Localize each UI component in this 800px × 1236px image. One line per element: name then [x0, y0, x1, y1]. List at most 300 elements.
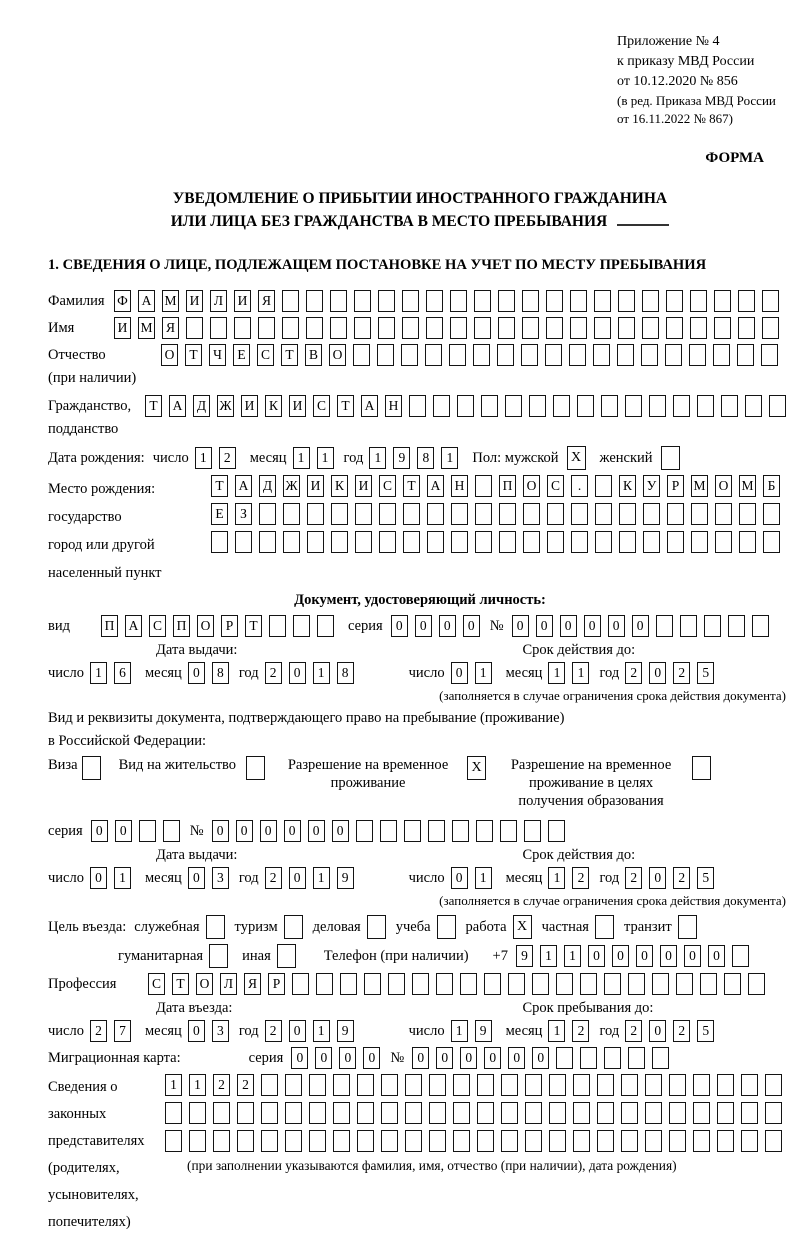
- char-cell[interactable]: [501, 1102, 518, 1124]
- char-cell[interactable]: [676, 973, 693, 995]
- char-cell[interactable]: [354, 317, 371, 339]
- purpose-business-checkbox[interactable]: [367, 915, 386, 939]
- purpose-study-checkbox[interactable]: [437, 915, 456, 939]
- char-cell[interactable]: С: [547, 475, 564, 497]
- char-cell[interactable]: [741, 1074, 758, 1096]
- char-cell[interactable]: Т: [245, 615, 262, 637]
- char-cell[interactable]: П: [101, 615, 118, 637]
- char-cell[interactable]: [186, 317, 203, 339]
- char-cell[interactable]: [573, 1102, 590, 1124]
- char-cell[interactable]: [237, 1130, 254, 1152]
- char-cell[interactable]: 5: [697, 662, 714, 684]
- char-cell[interactable]: [261, 1130, 278, 1152]
- char-cell[interactable]: [484, 973, 501, 995]
- char-cell[interactable]: [704, 615, 721, 637]
- char-cell[interactable]: 1: [540, 945, 557, 967]
- char-cell[interactable]: [501, 1074, 518, 1096]
- char-cell[interactable]: [381, 1130, 398, 1152]
- char-cell[interactable]: С: [313, 395, 330, 417]
- char-cell[interactable]: [436, 973, 453, 995]
- char-cell[interactable]: [765, 1074, 782, 1096]
- char-cell[interactable]: [625, 395, 642, 417]
- char-cell[interactable]: [139, 820, 156, 842]
- char-cell[interactable]: 1: [293, 447, 310, 469]
- char-cell[interactable]: [259, 531, 276, 553]
- char-cell[interactable]: [597, 1130, 614, 1152]
- char-cell[interactable]: 2: [625, 662, 642, 684]
- char-cell[interactable]: [739, 503, 756, 525]
- char-cell[interactable]: К: [265, 395, 282, 417]
- char-cell[interactable]: [717, 1074, 734, 1096]
- char-cell[interactable]: [595, 531, 612, 553]
- char-cell[interactable]: 1: [475, 662, 492, 684]
- char-cell[interactable]: С: [149, 615, 166, 637]
- char-cell[interactable]: 0: [289, 867, 306, 889]
- char-cell[interactable]: А: [235, 475, 252, 497]
- char-cell[interactable]: О: [196, 973, 213, 995]
- char-cell[interactable]: 0: [660, 945, 677, 967]
- char-cell[interactable]: [282, 317, 299, 339]
- char-cell[interactable]: 6: [114, 662, 131, 684]
- char-cell[interactable]: [261, 1074, 278, 1096]
- char-cell[interactable]: 3: [212, 1020, 229, 1042]
- char-cell[interactable]: [269, 615, 286, 637]
- char-cell[interactable]: О: [197, 615, 214, 637]
- char-cell[interactable]: [762, 290, 779, 312]
- char-cell[interactable]: [364, 973, 381, 995]
- char-cell[interactable]: [571, 531, 588, 553]
- char-cell[interactable]: [433, 395, 450, 417]
- char-cell[interactable]: [426, 317, 443, 339]
- char-cell[interactable]: 9: [393, 447, 410, 469]
- char-cell[interactable]: 1: [114, 867, 131, 889]
- char-cell[interactable]: У: [643, 475, 660, 497]
- char-cell[interactable]: Е: [233, 344, 250, 366]
- char-cell[interactable]: 0: [188, 1020, 205, 1042]
- char-cell[interactable]: А: [427, 475, 444, 497]
- char-cell[interactable]: П: [499, 475, 516, 497]
- char-cell[interactable]: [532, 973, 549, 995]
- char-cell[interactable]: И: [114, 317, 131, 339]
- char-cell[interactable]: 1: [564, 945, 581, 967]
- char-cell[interactable]: [449, 344, 466, 366]
- char-cell[interactable]: [763, 503, 780, 525]
- char-cell[interactable]: Т: [211, 475, 228, 497]
- char-cell[interactable]: [477, 1130, 494, 1152]
- char-cell[interactable]: 2: [572, 867, 589, 889]
- char-cell[interactable]: [691, 503, 708, 525]
- char-cell[interactable]: [525, 1102, 542, 1124]
- char-cell[interactable]: [508, 973, 525, 995]
- char-cell[interactable]: М: [691, 475, 708, 497]
- char-cell[interactable]: 9: [337, 1020, 354, 1042]
- char-cell[interactable]: [307, 503, 324, 525]
- char-cell[interactable]: К: [619, 475, 636, 497]
- char-cell[interactable]: [355, 503, 372, 525]
- char-cell[interactable]: 0: [463, 615, 480, 637]
- char-cell[interactable]: В: [305, 344, 322, 366]
- char-cell[interactable]: [163, 820, 180, 842]
- char-cell[interactable]: 8: [417, 447, 434, 469]
- char-cell[interactable]: [673, 395, 690, 417]
- char-cell[interactable]: 0: [436, 1047, 453, 1069]
- char-cell[interactable]: [641, 344, 658, 366]
- char-cell[interactable]: [357, 1130, 374, 1152]
- char-cell[interactable]: [409, 395, 426, 417]
- char-cell[interactable]: [261, 1102, 278, 1124]
- char-cell[interactable]: [522, 317, 539, 339]
- char-cell[interactable]: 5: [697, 867, 714, 889]
- char-cell[interactable]: [451, 503, 468, 525]
- char-cell[interactable]: 0: [532, 1047, 549, 1069]
- char-cell[interactable]: [738, 317, 755, 339]
- char-cell[interactable]: [667, 531, 684, 553]
- char-cell[interactable]: 1: [189, 1074, 206, 1096]
- char-cell[interactable]: [691, 531, 708, 553]
- char-cell[interactable]: И: [355, 475, 372, 497]
- char-cell[interactable]: [429, 1102, 446, 1124]
- char-cell[interactable]: [618, 317, 635, 339]
- char-cell[interactable]: 2: [673, 867, 690, 889]
- char-cell[interactable]: 0: [588, 945, 605, 967]
- char-cell[interactable]: 1: [451, 1020, 468, 1042]
- char-cell[interactable]: [765, 1130, 782, 1152]
- char-cell[interactable]: [752, 615, 769, 637]
- char-cell[interactable]: [210, 317, 227, 339]
- char-cell[interactable]: [477, 1102, 494, 1124]
- char-cell[interactable]: А: [138, 290, 155, 312]
- char-cell[interactable]: [693, 1130, 710, 1152]
- char-cell[interactable]: [427, 503, 444, 525]
- char-cell[interactable]: [309, 1130, 326, 1152]
- char-cell[interactable]: [357, 1102, 374, 1124]
- char-cell[interactable]: [357, 1074, 374, 1096]
- char-cell[interactable]: [553, 395, 570, 417]
- char-cell[interactable]: 0: [649, 1020, 666, 1042]
- char-cell[interactable]: [748, 973, 765, 995]
- char-cell[interactable]: [355, 531, 372, 553]
- char-cell[interactable]: [665, 344, 682, 366]
- char-cell[interactable]: Ж: [283, 475, 300, 497]
- char-cell[interactable]: [652, 1047, 669, 1069]
- char-cell[interactable]: Е: [211, 503, 228, 525]
- char-cell[interactable]: [500, 820, 517, 842]
- char-cell[interactable]: 2: [673, 1020, 690, 1042]
- char-cell[interactable]: [457, 395, 474, 417]
- char-cell[interactable]: О: [715, 475, 732, 497]
- char-cell[interactable]: [597, 1102, 614, 1124]
- char-cell[interactable]: Б: [763, 475, 780, 497]
- char-cell[interactable]: [738, 290, 755, 312]
- char-cell[interactable]: 2: [213, 1074, 230, 1096]
- char-cell[interactable]: [189, 1130, 206, 1152]
- char-cell[interactable]: [450, 317, 467, 339]
- char-cell[interactable]: [331, 531, 348, 553]
- char-cell[interactable]: [595, 503, 612, 525]
- char-cell[interactable]: 0: [484, 1047, 501, 1069]
- char-cell[interactable]: [404, 820, 421, 842]
- char-cell[interactable]: 0: [560, 615, 577, 637]
- char-cell[interactable]: [453, 1074, 470, 1096]
- char-cell[interactable]: [402, 317, 419, 339]
- char-cell[interactable]: [211, 531, 228, 553]
- char-cell[interactable]: [282, 290, 299, 312]
- char-cell[interactable]: 2: [219, 447, 236, 469]
- char-cell[interactable]: 0: [451, 867, 468, 889]
- char-cell[interactable]: [621, 1102, 638, 1124]
- char-cell[interactable]: [570, 290, 587, 312]
- char-cell[interactable]: [429, 1130, 446, 1152]
- char-cell[interactable]: Н: [451, 475, 468, 497]
- char-cell[interactable]: [643, 531, 660, 553]
- char-cell[interactable]: 1: [195, 447, 212, 469]
- char-cell[interactable]: [721, 395, 738, 417]
- char-cell[interactable]: [713, 344, 730, 366]
- char-cell[interactable]: С: [379, 475, 396, 497]
- char-cell[interactable]: [412, 973, 429, 995]
- char-cell[interactable]: [330, 317, 347, 339]
- char-cell[interactable]: [452, 820, 469, 842]
- char-cell[interactable]: [577, 395, 594, 417]
- char-cell[interactable]: 0: [649, 662, 666, 684]
- char-cell[interactable]: [645, 1102, 662, 1124]
- char-cell[interactable]: [669, 1074, 686, 1096]
- char-cell[interactable]: [656, 615, 673, 637]
- char-cell[interactable]: [714, 317, 731, 339]
- char-cell[interactable]: [333, 1074, 350, 1096]
- char-cell[interactable]: 3: [212, 867, 229, 889]
- char-cell[interactable]: [292, 973, 309, 995]
- char-cell[interactable]: Я: [258, 290, 275, 312]
- char-cell[interactable]: [595, 475, 612, 497]
- char-cell[interactable]: [669, 1130, 686, 1152]
- char-cell[interactable]: [356, 820, 373, 842]
- char-cell[interactable]: .: [571, 475, 588, 497]
- char-cell[interactable]: [285, 1102, 302, 1124]
- char-cell[interactable]: И: [241, 395, 258, 417]
- char-cell[interactable]: [427, 531, 444, 553]
- char-cell[interactable]: [234, 317, 251, 339]
- char-cell[interactable]: Т: [403, 475, 420, 497]
- char-cell[interactable]: [649, 395, 666, 417]
- char-cell[interactable]: [283, 503, 300, 525]
- char-cell[interactable]: 1: [369, 447, 386, 469]
- char-cell[interactable]: [765, 1102, 782, 1124]
- char-cell[interactable]: 1: [165, 1074, 182, 1096]
- purpose-tourism-checkbox[interactable]: [284, 915, 303, 939]
- char-cell[interactable]: [523, 531, 540, 553]
- char-cell[interactable]: [571, 503, 588, 525]
- purpose-other-checkbox[interactable]: [277, 944, 296, 968]
- char-cell[interactable]: [580, 1047, 597, 1069]
- char-cell[interactable]: [309, 1074, 326, 1096]
- char-cell[interactable]: К: [331, 475, 348, 497]
- char-cell[interactable]: 0: [512, 615, 529, 637]
- char-cell[interactable]: [499, 503, 516, 525]
- char-cell[interactable]: [283, 531, 300, 553]
- purpose-work-checkbox[interactable]: X: [513, 915, 532, 939]
- char-cell[interactable]: Ч: [209, 344, 226, 366]
- char-cell[interactable]: 0: [632, 615, 649, 637]
- char-cell[interactable]: [425, 344, 442, 366]
- char-cell[interactable]: 1: [317, 447, 334, 469]
- char-cell[interactable]: 0: [391, 615, 408, 637]
- char-cell[interactable]: Л: [220, 973, 237, 995]
- char-cell[interactable]: [285, 1074, 302, 1096]
- char-cell[interactable]: [353, 344, 370, 366]
- char-cell[interactable]: [545, 344, 562, 366]
- char-cell[interactable]: [769, 395, 786, 417]
- char-cell[interactable]: О: [523, 475, 540, 497]
- char-cell[interactable]: [475, 475, 492, 497]
- char-cell[interactable]: [618, 290, 635, 312]
- char-cell[interactable]: [604, 1047, 621, 1069]
- char-cell[interactable]: 0: [584, 615, 601, 637]
- char-cell[interactable]: [354, 290, 371, 312]
- char-cell[interactable]: [377, 344, 394, 366]
- char-cell[interactable]: [680, 615, 697, 637]
- char-cell[interactable]: 1: [313, 867, 330, 889]
- char-cell[interactable]: [597, 1074, 614, 1096]
- char-cell[interactable]: [388, 973, 405, 995]
- char-cell[interactable]: [546, 317, 563, 339]
- purpose-humanitarian-checkbox[interactable]: [209, 944, 228, 968]
- char-cell[interactable]: [498, 290, 515, 312]
- char-cell[interactable]: [525, 1074, 542, 1096]
- char-cell[interactable]: 0: [612, 945, 629, 967]
- char-cell[interactable]: [331, 503, 348, 525]
- char-cell[interactable]: [522, 290, 539, 312]
- char-cell[interactable]: 0: [115, 820, 132, 842]
- char-cell[interactable]: [717, 1130, 734, 1152]
- char-cell[interactable]: [316, 973, 333, 995]
- char-cell[interactable]: [667, 503, 684, 525]
- char-cell[interactable]: [333, 1130, 350, 1152]
- char-cell[interactable]: [403, 503, 420, 525]
- char-cell[interactable]: 0: [260, 820, 277, 842]
- char-cell[interactable]: [405, 1074, 422, 1096]
- char-cell[interactable]: [628, 973, 645, 995]
- char-cell[interactable]: [580, 973, 597, 995]
- char-cell[interactable]: З: [235, 503, 252, 525]
- char-cell[interactable]: [690, 290, 707, 312]
- char-cell[interactable]: [258, 317, 275, 339]
- char-cell[interactable]: [307, 531, 324, 553]
- char-cell[interactable]: [697, 395, 714, 417]
- char-cell[interactable]: 2: [673, 662, 690, 684]
- char-cell[interactable]: [645, 1130, 662, 1152]
- char-cell[interactable]: О: [329, 344, 346, 366]
- char-cell[interactable]: [380, 820, 397, 842]
- option-temp-residence-education-checkbox[interactable]: [692, 756, 711, 780]
- char-cell[interactable]: 2: [625, 867, 642, 889]
- char-cell[interactable]: Я: [162, 317, 179, 339]
- char-cell[interactable]: [497, 344, 514, 366]
- char-cell[interactable]: А: [125, 615, 142, 637]
- char-cell[interactable]: 0: [289, 662, 306, 684]
- char-cell[interactable]: [476, 820, 493, 842]
- char-cell[interactable]: Т: [337, 395, 354, 417]
- char-cell[interactable]: [628, 1047, 645, 1069]
- char-cell[interactable]: 0: [415, 615, 432, 637]
- char-cell[interactable]: 1: [313, 662, 330, 684]
- char-cell[interactable]: [642, 317, 659, 339]
- char-cell[interactable]: [573, 1130, 590, 1152]
- char-cell[interactable]: [700, 973, 717, 995]
- char-cell[interactable]: [762, 317, 779, 339]
- char-cell[interactable]: 0: [308, 820, 325, 842]
- char-cell[interactable]: С: [148, 973, 165, 995]
- purpose-transit-checkbox[interactable]: [678, 915, 697, 939]
- char-cell[interactable]: [715, 503, 732, 525]
- char-cell[interactable]: М: [739, 475, 756, 497]
- char-cell[interactable]: 0: [536, 615, 553, 637]
- char-cell[interactable]: [737, 344, 754, 366]
- char-cell[interactable]: 8: [337, 662, 354, 684]
- char-cell[interactable]: [741, 1130, 758, 1152]
- char-cell[interactable]: [666, 290, 683, 312]
- char-cell[interactable]: 0: [291, 1047, 308, 1069]
- char-cell[interactable]: [330, 290, 347, 312]
- char-cell[interactable]: 0: [315, 1047, 332, 1069]
- char-cell[interactable]: [317, 615, 334, 637]
- char-cell[interactable]: 0: [284, 820, 301, 842]
- char-cell[interactable]: 0: [451, 662, 468, 684]
- char-cell[interactable]: 0: [188, 867, 205, 889]
- char-cell[interactable]: 1: [548, 867, 565, 889]
- char-cell[interactable]: 8: [212, 662, 229, 684]
- char-cell[interactable]: [285, 1130, 302, 1152]
- char-cell[interactable]: [619, 503, 636, 525]
- purpose-official-checkbox[interactable]: [206, 915, 225, 939]
- sex-male-checkbox[interactable]: X: [567, 446, 586, 470]
- char-cell[interactable]: [293, 615, 310, 637]
- char-cell[interactable]: [573, 1074, 590, 1096]
- char-cell[interactable]: [728, 615, 745, 637]
- char-cell[interactable]: [473, 344, 490, 366]
- char-cell[interactable]: [499, 531, 516, 553]
- char-cell[interactable]: А: [361, 395, 378, 417]
- char-cell[interactable]: [715, 531, 732, 553]
- char-cell[interactable]: [475, 503, 492, 525]
- char-cell[interactable]: 1: [313, 1020, 330, 1042]
- char-cell[interactable]: [378, 317, 395, 339]
- char-cell[interactable]: [548, 820, 565, 842]
- char-cell[interactable]: 0: [363, 1047, 380, 1069]
- char-cell[interactable]: [621, 1130, 638, 1152]
- char-cell[interactable]: 0: [636, 945, 653, 967]
- char-cell[interactable]: [643, 503, 660, 525]
- char-cell[interactable]: 0: [608, 615, 625, 637]
- char-cell[interactable]: [450, 290, 467, 312]
- char-cell[interactable]: [732, 945, 749, 967]
- char-cell[interactable]: [547, 531, 564, 553]
- char-cell[interactable]: [547, 503, 564, 525]
- char-cell[interactable]: [379, 531, 396, 553]
- char-cell[interactable]: [474, 290, 491, 312]
- char-cell[interactable]: Л: [210, 290, 227, 312]
- char-cell[interactable]: [593, 344, 610, 366]
- option-visa-checkbox[interactable]: [82, 756, 101, 780]
- char-cell[interactable]: [235, 531, 252, 553]
- char-cell[interactable]: [165, 1130, 182, 1152]
- char-cell[interactable]: [693, 1074, 710, 1096]
- char-cell[interactable]: 7: [114, 1020, 131, 1042]
- char-cell[interactable]: Ф: [114, 290, 131, 312]
- char-cell[interactable]: [666, 317, 683, 339]
- char-cell[interactable]: [525, 1130, 542, 1152]
- char-cell[interactable]: Т: [281, 344, 298, 366]
